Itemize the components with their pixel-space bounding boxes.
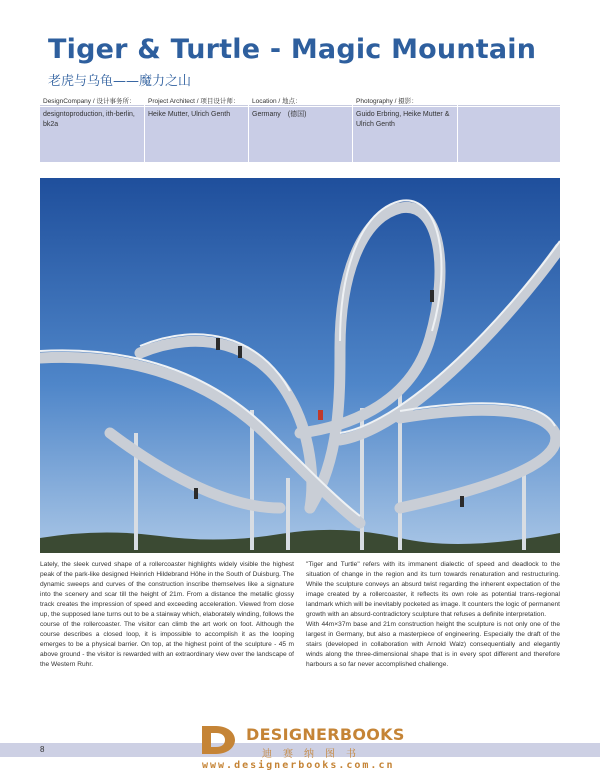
brand-name: DESIGNERBOOKS bbox=[246, 725, 405, 744]
info-label: DesignCompany / 设计事务所： bbox=[40, 94, 144, 106]
page-title: Tiger & Turtle - Magic Mountain bbox=[48, 34, 537, 65]
body-paragraph: "Tiger and Turtle" refers with its immanent dialectic of speed and deadlock to the situation of change in the region and its turn towards renaturation and restructuring. While the sculpture conveys an absurd twist regarding the inherent expectation of the image created by a rollercoaster, it reflects its own role as potential trans-regional landmark which will be inevitably pocketed as image. It counters the logic of permanent growth with an absurd-contradictory sculpture that refuses a definite interpretation. bbox=[306, 561, 560, 618]
info-cell-design-company bbox=[40, 94, 144, 162]
page-number: 8 bbox=[40, 745, 45, 754]
body-paragraph: With 44m×37m base and 21m construction height the sculpture is not only one of the largest in Germany, but also a masterpiece of engineering. Especially the draft of the stairs (developed in collaboration with Arnold Walz) consequentially and elegantly winds along the three-dimensional shape that is in every spot different and therefore harbours a so far never accomplished challenge. bbox=[306, 621, 560, 668]
body-text-column-left bbox=[40, 560, 294, 670]
info-cell-architect bbox=[145, 94, 248, 162]
project-info-table bbox=[40, 94, 560, 162]
designerbooks-logo-icon bbox=[198, 724, 238, 756]
page-subtitle: 老虎与乌龟——魔力之山 bbox=[48, 74, 192, 89]
body-paragraph: Lately, the sleek curved shape of a rollercoaster highlights widely visible the highest peak of the park-like designed Heinrich Hildebrand Höhe in the South of Duisburg. The dynamic sweeps and curves of the construction inscribe themselves like a signature into the scenery and scar till the height of 21m. From a distance the metallic glossy track creates the impression of speed and exceeding acceleration. Viewed from close up, the supposed lane turns out to be a stairway which, elaborately winding, follows the course of the rollercoaster. The visitor can climb the art work on foot. Although the course describes a closed loop, it is impossible to accomplish it as the looping emerges to be a physical barrier. On top, at the highest point of the sculpture - 45 m above ground - the visitor is rewarded with an extraordinary view over the landscape of the Western Ruhr. bbox=[40, 561, 295, 668]
website-url: www.designerbooks.com.cn bbox=[202, 760, 395, 771]
info-cell-location bbox=[249, 94, 352, 162]
info-value: designtoproduction, ith-berlin, bk2a bbox=[40, 107, 144, 162]
info-value: Heike Mutter, Ulrich Genth bbox=[145, 107, 248, 162]
body-text-column-right bbox=[306, 560, 560, 670]
info-label: Project Architect / 项目设计师： bbox=[145, 94, 248, 106]
sculpture-photo bbox=[40, 178, 560, 553]
brand-name-chinese: 迪赛纳图书 bbox=[262, 749, 367, 760]
info-cell-empty bbox=[458, 94, 560, 162]
info-value: Guido Erbring, Heike Mutter & Ulrich Genth bbox=[353, 107, 457, 162]
info-cell-photography bbox=[353, 94, 457, 162]
info-label: Location / 地点： bbox=[249, 94, 352, 106]
info-label: Photography / 摄影： bbox=[353, 94, 457, 106]
info-value: Germany (德国) bbox=[249, 107, 352, 162]
